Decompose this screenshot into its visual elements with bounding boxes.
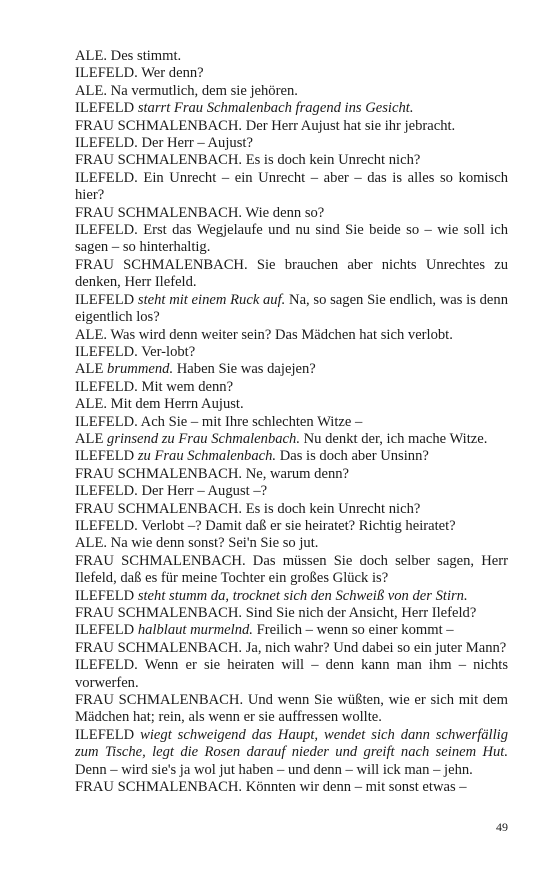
dialogue-text: ILEFELD. Mit wem denn? bbox=[75, 378, 234, 395]
dialogue-paragraph bbox=[75, 414, 508, 431]
dialogue-text: ALE. Mit dem Herrn Aujust. bbox=[75, 396, 244, 413]
dialogue-text: ILEFELD. Wer denn? bbox=[75, 65, 204, 82]
dialogue-text: FRAU SCHMALENBACH. Könnten wir denn – mit sonst etwas – bbox=[75, 779, 467, 796]
dialogue-text: Das is doch aber Unsinn? bbox=[276, 448, 429, 465]
dialogue-text: FRAU SCHMALENBACH. Ne, warum denn? bbox=[75, 465, 350, 482]
stage-direction: zu Frau Schmalenbach. bbox=[137, 448, 277, 465]
stage-direction: steht mit einem Ruck auf. bbox=[137, 291, 286, 308]
dialogue-text: Haben Sie was dajejen? bbox=[173, 361, 316, 378]
stage-direction: brummend. bbox=[107, 361, 174, 378]
dialogue-paragraph bbox=[75, 205, 508, 222]
dialogue-paragraph bbox=[75, 657, 508, 692]
dialogue-text: FRAU SCHMALENBACH. Sie brauchen aber nichts Unrechtes zu denken, Herr Ilefeld. bbox=[75, 256, 508, 291]
stage-direction: wiegt schweigend das Haupt, wendet sich dann schwerfällig zum Tische, legt die Rosen darauf nieder und greift nach seinem Hut. bbox=[75, 726, 509, 761]
dialogue-paragraph bbox=[75, 396, 508, 413]
dialogue-paragraph bbox=[75, 118, 508, 135]
dialogue-paragraph bbox=[75, 48, 508, 65]
dialogue-paragraph bbox=[75, 257, 508, 292]
dialogue-text: FRAU SCHMALENBACH. Ja, nich wahr? Und dabei so ein juter Mann? bbox=[75, 639, 507, 656]
dialogue-text: ILEFELD. Ein Unrecht – ein Unrecht – aber – das is alles so komisch hier? bbox=[75, 169, 508, 204]
dialogue-text: ILEFELD bbox=[75, 587, 138, 604]
stage-direction: grinsend zu Frau Schmalenbach. bbox=[107, 430, 300, 447]
dialogue-text: ILEFELD. Wenn er sie heiraten will – denn kann man ihm – nichts vorwerfen. bbox=[75, 657, 508, 691]
dialogue-paragraph bbox=[75, 466, 508, 483]
dialogue-text: ILEFELD. Erst das Wegjelaufe und nu sind Sie beide so – wie soll ich sagen – so hinterhaltig. bbox=[75, 222, 508, 256]
dialogue-paragraph bbox=[75, 100, 508, 117]
dialogue-text: ALE. Na wie denn sonst? Sei'n Sie so jut. bbox=[75, 535, 319, 552]
dialogue-paragraph bbox=[75, 379, 508, 396]
dialogue-text: Nu denkt der, ich mache Witze. bbox=[299, 430, 488, 447]
dialogue-paragraph bbox=[75, 518, 508, 535]
dialogue-paragraph bbox=[75, 135, 508, 152]
dialogue-text: FRAU SCHMALENBACH. Und wenn Sie wüßten, wie er sich mit dem Mädchen hat; rein, als wenn er sie auffressen wollte. bbox=[75, 692, 508, 726]
stage-direction: starrt Frau Schmalenbach fragend ins Gesicht. bbox=[137, 100, 414, 117]
dialogue-text: ILEFELD. Ach Sie – mit Ihre schlechten Witze – bbox=[75, 413, 363, 430]
dialogue-text: ALE bbox=[75, 430, 108, 447]
dialogue-paragraph bbox=[75, 622, 508, 639]
dialogue-text: FRAU SCHMALENBACH. Es is doch kein Unrecht nich? bbox=[75, 152, 421, 169]
dialogue-paragraph bbox=[75, 65, 508, 82]
dialogue-text: ALE bbox=[75, 361, 108, 378]
dialogue-paragraph bbox=[75, 588, 508, 605]
dialogue-paragraph bbox=[75, 361, 508, 378]
dialogue-paragraph bbox=[75, 448, 508, 465]
dialogue-paragraph bbox=[75, 431, 508, 448]
dialogue-text: ILEFELD bbox=[75, 448, 138, 465]
dialogue-text: Denn – wird sie's ja wol jut haben – und denn – will ick man – jehn. bbox=[75, 761, 473, 778]
dialogue-paragraph bbox=[75, 692, 508, 727]
dialogue-text: ALE. Na vermutlich, dem sie jehören. bbox=[75, 82, 298, 99]
dialogue-paragraph bbox=[75, 170, 508, 205]
dialogue-text: ALE. Was wird denn weiter sein? Das Mädchen hat sich verlobt. bbox=[75, 326, 453, 343]
document-body bbox=[75, 48, 508, 796]
dialogue-paragraph bbox=[75, 501, 508, 518]
dialogue-paragraph bbox=[75, 152, 508, 169]
dialogue-paragraph bbox=[75, 83, 508, 100]
dialogue-text: ALE. Des stimmt. bbox=[75, 48, 182, 64]
dialogue-paragraph bbox=[75, 327, 508, 344]
stage-direction: halblaut murmelnd. bbox=[137, 622, 253, 639]
dialogue-paragraph bbox=[75, 344, 508, 361]
dialogue-text: ILEFELD. Der Herr – Aujust? bbox=[75, 135, 253, 152]
dialogue-paragraph bbox=[75, 222, 508, 257]
dialogue-text: FRAU SCHMALENBACH. Wie denn so? bbox=[75, 204, 325, 221]
dialogue-paragraph bbox=[75, 553, 508, 588]
dialogue-paragraph bbox=[75, 605, 508, 622]
dialogue-text: FRAU SCHMALENBACH. Sind Sie nich der Ansicht, Herr Ilefeld? bbox=[75, 605, 477, 621]
dialogue-paragraph bbox=[75, 483, 508, 500]
dialogue-text: FRAU SCHMALENBACH. Das müssen Sie doch selber sagen, Herr Ilefeld, daß es für meine Tochter ein großes Glück is? bbox=[75, 552, 508, 587]
dialogue-text: ILEFELD. Ver-lobt? bbox=[75, 343, 196, 360]
dialogue-paragraph bbox=[75, 727, 508, 779]
dialogue-text: FRAU SCHMALENBACH. Es is doch kein Unrecht nich? bbox=[75, 500, 421, 517]
dialogue-text: FRAU SCHMALENBACH. Der Herr Aujust hat sie ihr jebracht. bbox=[75, 117, 456, 134]
dialogue-paragraph bbox=[75, 779, 508, 796]
stage-direction: steht stumm da, trocknet sich den Schweiß von der Stirn. bbox=[137, 587, 468, 604]
dialogue-text: ILEFELD bbox=[75, 100, 138, 117]
dialogue-text: Na, so sagen Sie endlich, was is denn eigentlich los? bbox=[75, 291, 508, 326]
dialogue-paragraph bbox=[75, 292, 508, 327]
dialogue-text: ILEFELD bbox=[75, 291, 138, 308]
dialogue-paragraph bbox=[75, 535, 508, 552]
dialogue-text: ILEFELD bbox=[75, 726, 141, 743]
dialogue-paragraph bbox=[75, 640, 508, 657]
dialogue-text: ILEFELD. Verlobt –? Damit daß er sie heiratet? Richtig heiratet? bbox=[75, 517, 456, 534]
dialogue-text: Freilich – wenn so einer kommt – bbox=[252, 622, 454, 639]
dialogue-text: ILEFELD bbox=[75, 622, 138, 639]
page-number: 49 bbox=[496, 820, 508, 834]
dialogue-text: ILEFELD. Der Herr – August –? bbox=[75, 483, 268, 500]
